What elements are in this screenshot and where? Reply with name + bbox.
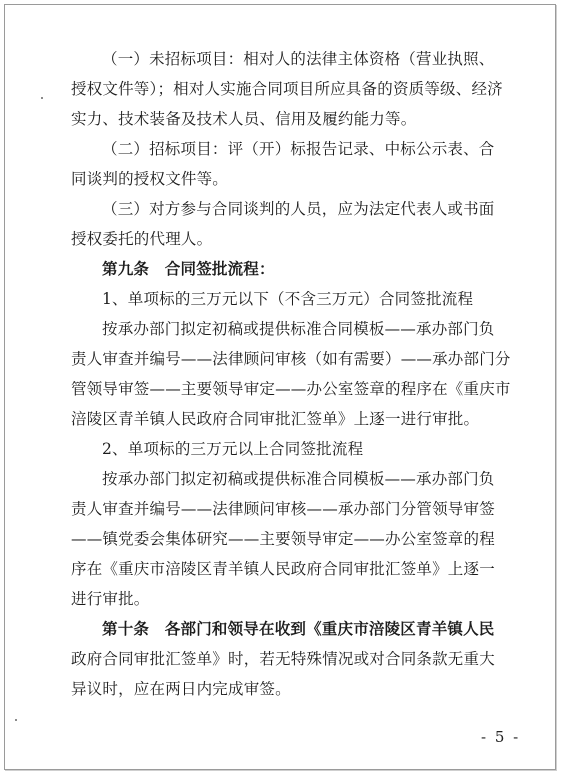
text-line: 同谈判的授权文件等。 <box>71 170 229 188</box>
article-heading: 第十条 各部门和领导在收到《重庆市涪陵区青羊镇人民 <box>102 619 495 638</box>
text-line: （二）招标项目：评（开）标报告记录、中标公示表、合 <box>102 140 495 158</box>
text-line: 按承办部门拟定初稿或提供标准合同模板——承办部门负 <box>102 320 495 338</box>
text-line: 政府合同审批汇签单》时，若无特殊情况或对合同条款无重大 <box>71 650 495 668</box>
article-heading: 第九条 合同签批流程： <box>102 259 275 278</box>
text-line: 2、单项标的三万元以上合同签批流程 <box>102 440 364 458</box>
document-page <box>4 4 556 770</box>
text-line: 序在《重庆市涪陵区青羊镇人民政府合同审批汇签单》上逐一 <box>71 560 495 578</box>
text-line: 责人审查并编号——法律顾问审核（如有需要）——承办部门分 <box>71 350 511 368</box>
text-line: 1、单项标的三万元以下（不含三万元）合同签批流程 <box>102 290 474 308</box>
text-line: （一）未招标项目：相对人的法律主体资格（营业执照、 <box>102 50 495 68</box>
text-line: 责人审查并编号——法律顾问审核——承办部门分管领导审签 <box>71 500 495 518</box>
text-line: 授权文件等）；相对人实施合同项目所应具备的资质等级、经济 <box>71 80 503 98</box>
text-line: ——镇党委会集体研究——主要领导审定——办公室签章的程 <box>71 530 495 548</box>
text-line: （三）对方参与合同谈判的人员，应为法定代表人或书面 <box>102 200 495 218</box>
text-line: 按承办部门拟定初稿或提供标准合同模板——承办部门负 <box>102 470 495 488</box>
text-line: 异议时，应在两日内完成审签。 <box>71 680 291 698</box>
text-line: 涪陵区青羊镇人民政府合同审批汇签单》上逐一进行审批。 <box>71 410 480 428</box>
text-line: 授权委托的代理人。 <box>71 230 213 248</box>
text-line: 进行审批。 <box>71 590 150 608</box>
document-body <box>71 44 511 704</box>
page-number: - 5 - <box>481 728 521 746</box>
scan-speck <box>41 97 43 99</box>
scan-speck <box>15 719 17 721</box>
text-line: 实力、技术装备及技术人员、信用及履约能力等。 <box>71 110 417 128</box>
text-line: 管领导审签——主要领导审定——办公室签章的程序在《重庆市 <box>71 380 511 398</box>
